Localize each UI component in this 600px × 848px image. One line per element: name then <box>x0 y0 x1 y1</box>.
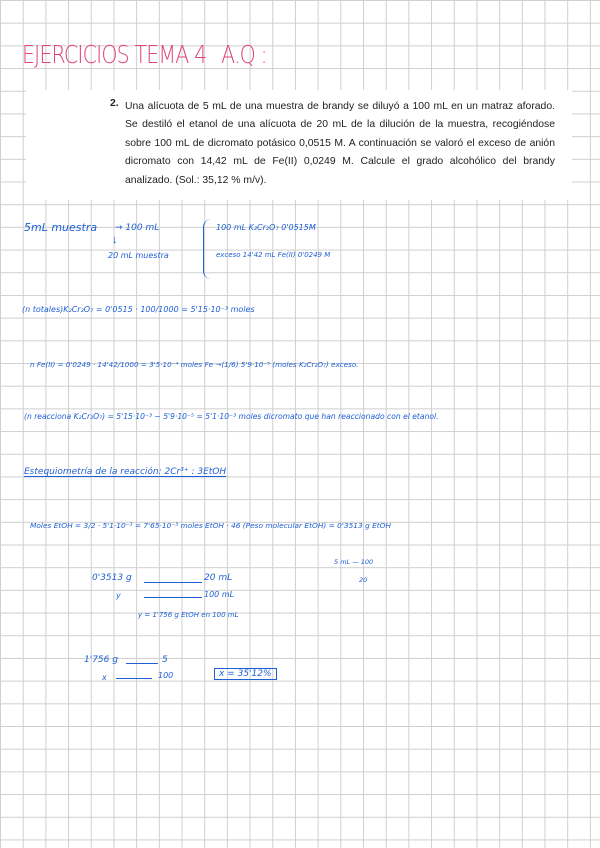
note-n-fe: n Fe(II) = 0'0249 · 14'42/1000 = 3'5·10⁻⁴ moles Fe →(1/6) 5'9·10⁻⁵ (moles K₂Cr₂O₇) exceso. <box>30 360 359 369</box>
rule2-left-top: 1'756 g <box>84 655 118 665</box>
note-aliquot: 20 mL muestra <box>108 251 169 260</box>
title-main: EJERCICIOS TEMA 4 <box>22 40 207 69</box>
problem-number: 2. <box>110 98 119 109</box>
rule2-left-bottom: x <box>102 673 107 682</box>
rule1-result: y = 1'756 g EtOH en 100 mL <box>138 611 239 619</box>
note-dichromate: 100 mL K₂Cr₂O₇ 0'0515M <box>216 223 316 232</box>
problem-statement <box>26 90 572 200</box>
rule1-right-top: 20 mL <box>204 573 233 583</box>
rule1-line-top <box>144 582 202 583</box>
note-moles-etoh: Moles EtOH = 3/2 · 5'1·10⁻³ = 7'65·10⁻³ moles EtOH · 46 (Peso molecular EtOH) = 0'3513 g EtOH <box>30 521 392 530</box>
note-sample: 5mL muestra <box>24 221 98 234</box>
rule1-line-bottom <box>144 597 202 598</box>
note-side-ratio-bottom: 20 <box>359 576 368 584</box>
note-arrow-100: → 100 mL <box>115 223 160 233</box>
note-stoichiometry: Estequiometría de la reacción: 2Cr³⁺ : 3EtOH <box>24 467 227 477</box>
page-title <box>22 40 267 69</box>
rule2-line-bottom <box>116 678 152 679</box>
rule1-left-bottom: y <box>116 591 121 600</box>
final-answer: x = 35'12% <box>214 668 277 680</box>
note-side-ratio-top: 5 mL — 100 <box>334 558 374 566</box>
rule1-right-bottom: 100 mL <box>204 590 235 599</box>
title-suffix: A.Q : <box>221 40 267 69</box>
note-n-reacted: (n reacciona K₂Cr₂O₇) = 5'15·10⁻³ − 5'9·10⁻⁵ = 5'1·10⁻³ moles dicromato que han reaccionado con el etanol. <box>24 412 439 421</box>
note-n-total: (n totales)K₂Cr₂O₇ = 0'0515 · 100/1000 = 5'15·10⁻³ moles <box>22 305 255 314</box>
down-arrow-icon: ↓ <box>112 234 118 246</box>
rule1-left-top: 0'3513 g <box>92 573 132 583</box>
rule2-right-top: 5 <box>162 655 168 665</box>
problem-text: Una alícuota de 5 mL de una muestra de brandy se diluyó a 100 mL en un matraz aforado. Se destiló el etanol de una alícuota de 20 mL de la dilución de la muestra, recogiéndose sobre 100 mL de dicromato potásico 0,0515 M. A continuación se valoró el exceso de anión dicromato con 14,42 mL de Fe(II) 0,0249 M. Calcule el grado alcohólico del brandy analizado. (Sol.: 35,12 % m/v). <box>125 101 555 186</box>
brace-divider <box>203 219 212 279</box>
note-excess: exceso 14'42 mL Fe(II) 0'0249 M <box>216 251 331 259</box>
rule2-line-top <box>126 663 158 664</box>
rule2-right-bottom: 100 <box>158 671 174 680</box>
